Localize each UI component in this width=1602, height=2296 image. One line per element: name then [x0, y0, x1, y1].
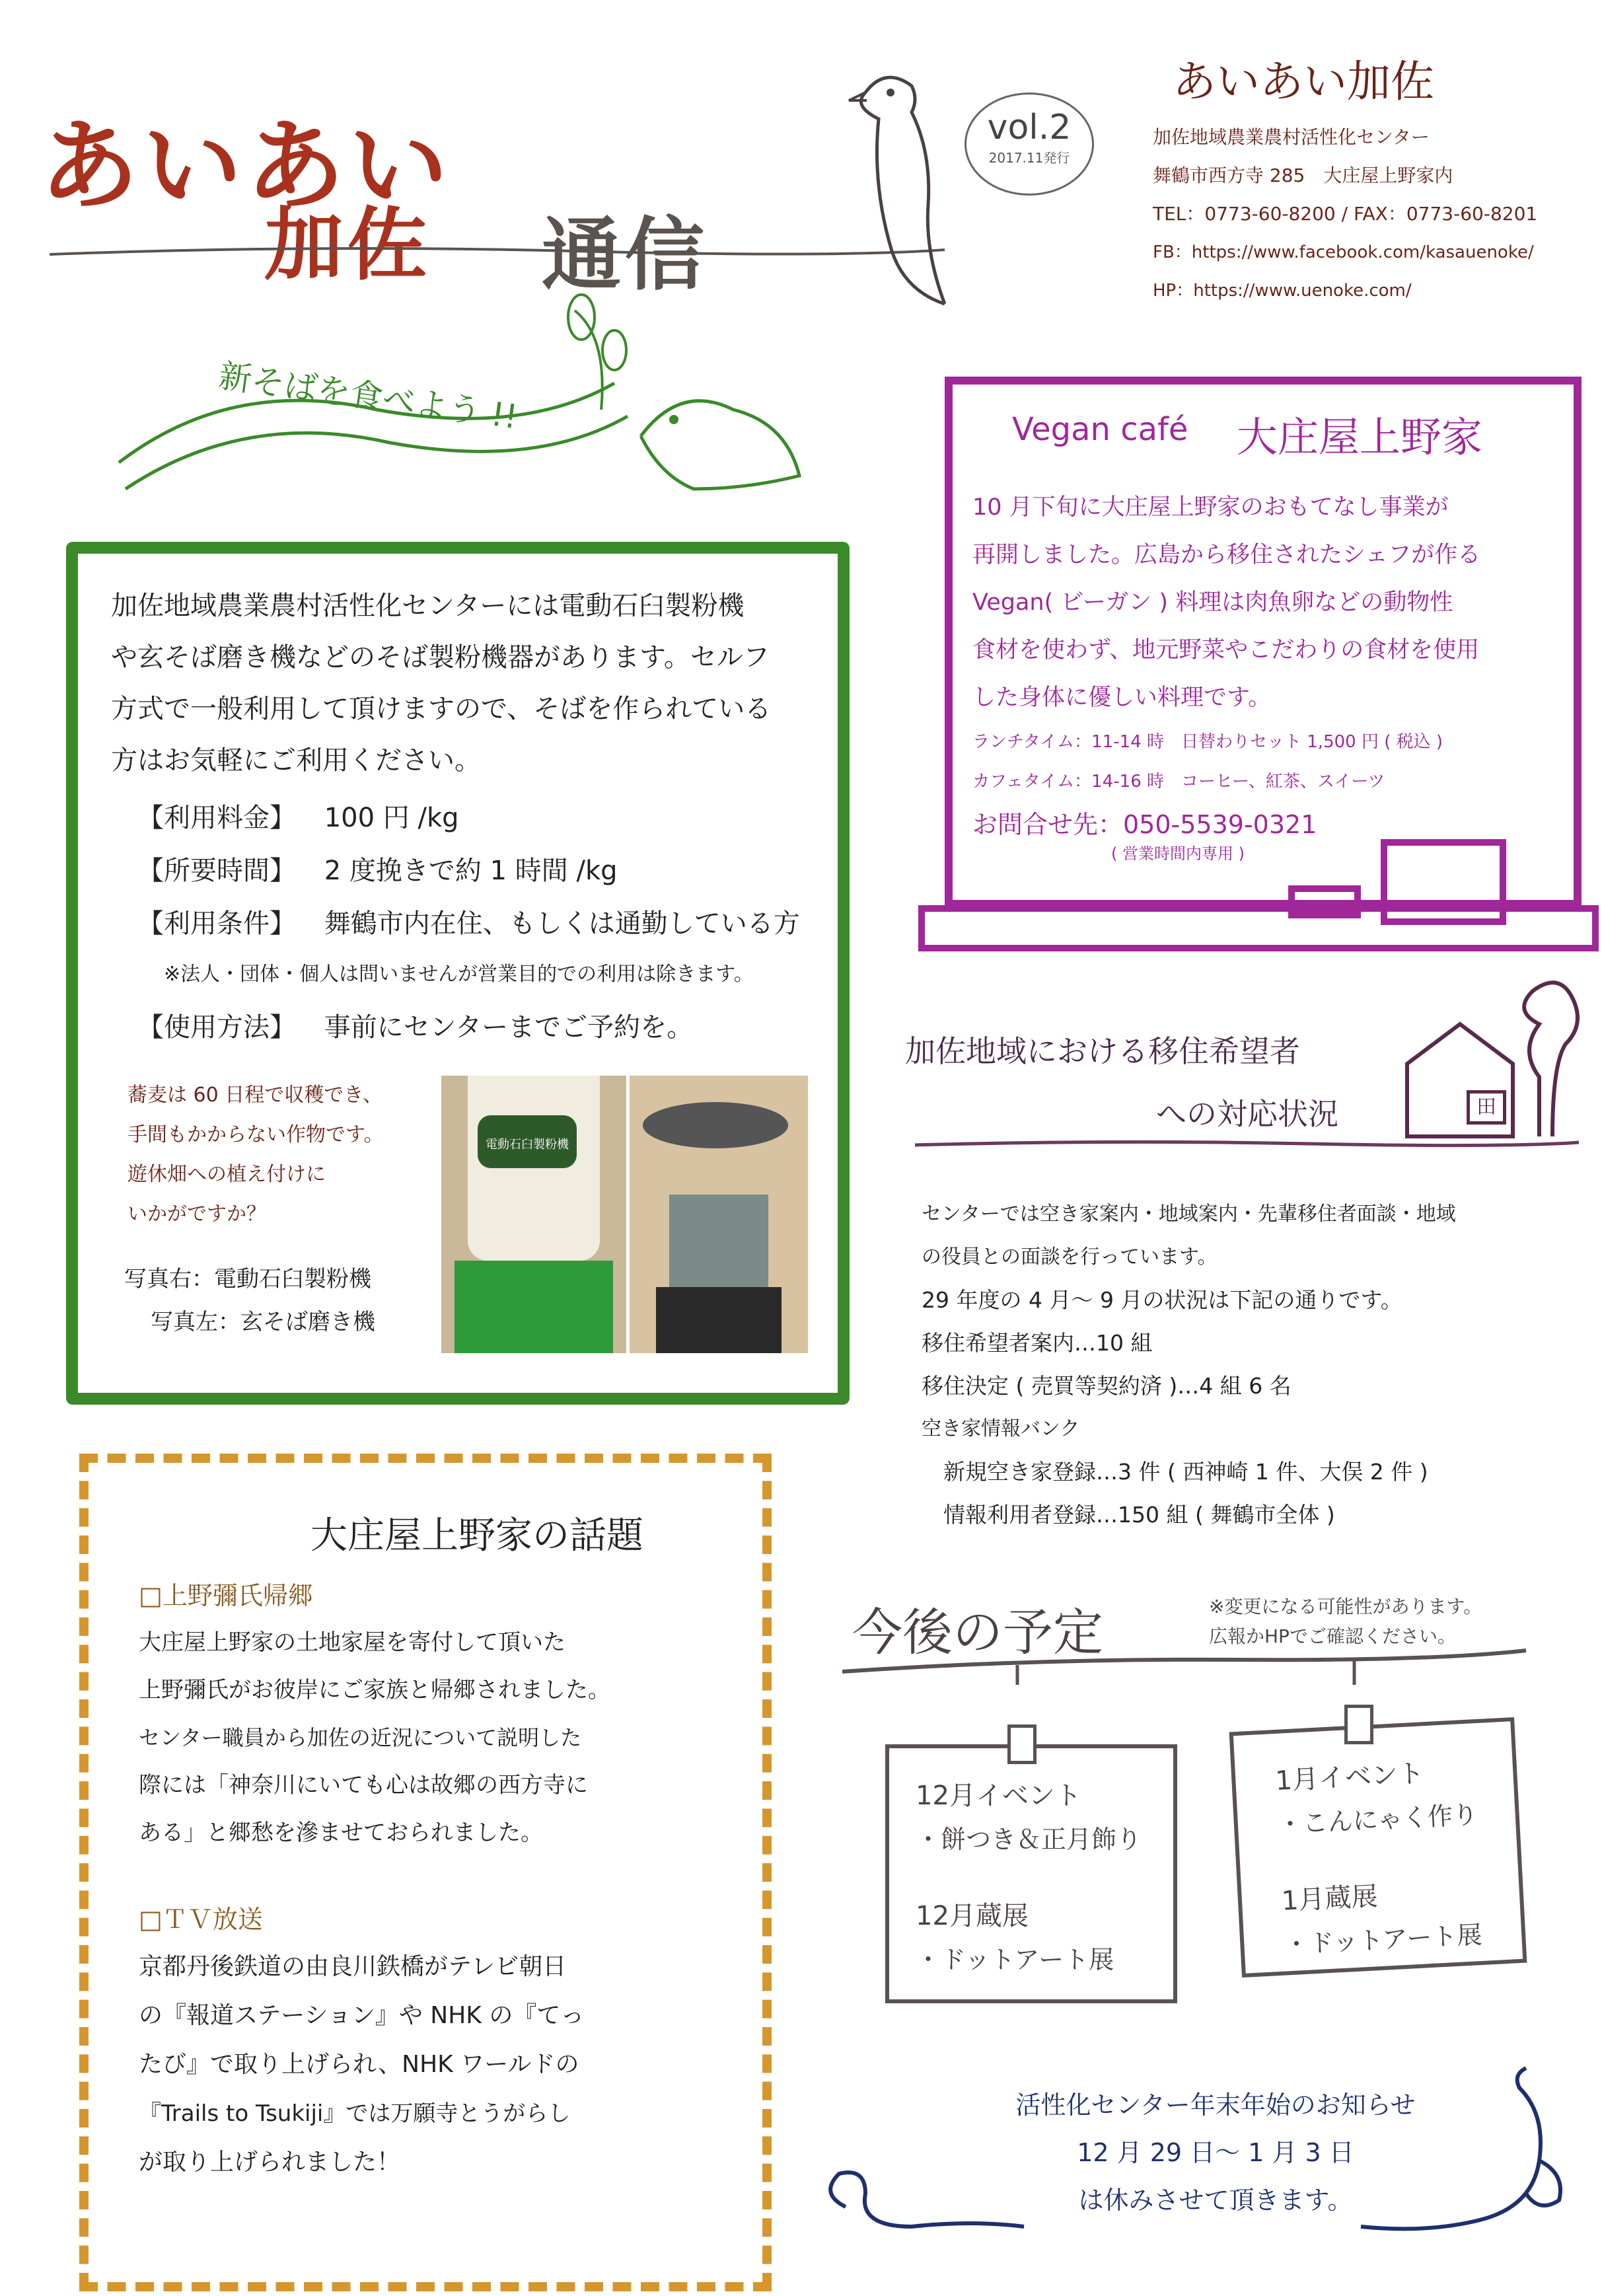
- holiday-line3: は休みさせて頂きます。: [1078, 2186, 1353, 2215]
- topic1-line: 大庄屋上野家の土地家屋を寄付して頂いた: [139, 1629, 565, 1656]
- photo-buckwheat-polisher: [630, 1076, 808, 1353]
- soba-row: [137, 999, 811, 1056]
- soba-banner-text: 新そばを食べよう !!: [216, 356, 521, 437]
- mill-base: [455, 1261, 613, 1353]
- masthead-title-line3: 通信: [542, 209, 708, 301]
- soba-row-value: 100 円 /kg: [324, 803, 459, 833]
- vegan-body: [972, 484, 1554, 722]
- soba-row: [137, 792, 811, 844]
- vegan-contact-note: ( 営業時間内専用 ): [1111, 844, 1245, 863]
- soba-side-text: [127, 1076, 471, 1234]
- soba-intro: [111, 580, 811, 786]
- soba-row-label: 【利用条件】: [137, 908, 296, 939]
- house-window: [1467, 1090, 1506, 1125]
- soba-row: [137, 897, 811, 950]
- topics-content: [139, 1573, 733, 2187]
- card-clip-january: [1344, 1705, 1373, 1744]
- vegan-body-line: 再開しました。広島から移住されたシェフが作る: [972, 542, 1481, 568]
- soba-usage-value: 事前にセンターまでご予約を。: [324, 1012, 694, 1043]
- vegan-contact: お問合せ先：050-5539-0321: [972, 810, 1317, 839]
- mill-label: [478, 1115, 577, 1168]
- vegan-body-line: 10 月下旬に大庄屋上野家のおもてなし事業が: [972, 494, 1449, 521]
- topic2-line: 京都丹後鉄道の由良川鉄橋がテレビ朝日: [139, 1953, 567, 1980]
- soba-intro-line: 方式で一般利用して頂けますので、そばを作られている: [111, 694, 772, 724]
- vegan-title-jp: 大庄屋上野家: [1237, 413, 1483, 461]
- migration-line: センターでは空き家案内・地域案内・先輩移住者面談・地域: [922, 1203, 1456, 1226]
- soba-intro-line: 方はお気軽にご利用ください。: [111, 745, 481, 776]
- soba-row: [137, 844, 811, 897]
- migration-title1: 加佐地域における移住希望者: [905, 1033, 1300, 1069]
- house-tree-illustration: [1387, 971, 1585, 1156]
- schedule-note-1: ※変更になる可能性があります。: [1209, 1596, 1482, 1617]
- holiday-line1: 活性化センター年末年始のお知らせ: [1015, 2091, 1416, 2120]
- org-center-name: 加佐地域農業農村活性化センター: [1153, 126, 1430, 148]
- soba-side-line: 遊休畑への植え付けに: [127, 1163, 326, 1186]
- topic2-line: が取り上げられました！: [139, 2149, 401, 2176]
- card-line: 1月イベント: [1274, 1758, 1425, 1796]
- org-name: あいあい加佐: [1173, 56, 1434, 107]
- mill-body: [468, 1076, 600, 1261]
- vegan-cafe: カフェタイム：14-16 時 コーヒー、紅茶、スイーツ: [972, 772, 1385, 792]
- migration-underline: [912, 1133, 1585, 1153]
- vegan-box: [945, 377, 1582, 908]
- vegan-title-en: Vegan café: [1012, 411, 1188, 448]
- migration-line: 情報利用者登録…150 組 ( 舞鶴市全体 ): [922, 1502, 1335, 1528]
- schedule-title: 今後の予定: [852, 1603, 1103, 1662]
- migration-body: [922, 1193, 1589, 1536]
- migration-line: 新規空き家登録…3 件 ( 西神崎 1 件、大俣 2 件 ): [922, 1459, 1428, 1485]
- soba-row-value: 2 度挽きで約 1 時間 /kg: [324, 856, 618, 886]
- schedule-card-january: [1229, 1717, 1527, 1978]
- card-line: ・ドットアート展: [1283, 1919, 1483, 1960]
- soba-intro-line: 加佐地域農業農村活性化センターには電動石臼製粉機: [111, 591, 745, 621]
- soba-side-line: 蕎麦は 60 日程で収穫でき、: [127, 1084, 383, 1107]
- masthead-title-line2: 加佐: [264, 200, 431, 291]
- topic2-line: 『Trails to Tsukiji』では万願寺とうがらし: [139, 2100, 571, 2127]
- issue-date: 2017.11発行: [988, 150, 1070, 166]
- holiday-line2: 12 月 29 日～ 1 月 3 日: [1077, 2138, 1354, 2167]
- soba-caption-left: 写真左：玄そば磨き機: [151, 1309, 375, 1335]
- topic2-heading: □ＴＶ放送: [139, 1905, 263, 1934]
- soba-box: [66, 542, 850, 1405]
- card-line: 12月イベント: [916, 1781, 1081, 1811]
- card-line: ・餅つき＆正月飾り: [916, 1825, 1142, 1854]
- vegan-body-line: Vegan( ビーガン ) 料理は肉魚卵などの動物性: [972, 589, 1453, 616]
- house-window-glyph: 田: [1476, 1095, 1496, 1119]
- migration-line: の役員との面談を行っています。: [922, 1245, 1218, 1269]
- org-phone: TEL：0773-60-8200 / FAX：0773-60-8201: [1153, 203, 1538, 225]
- soba-side-line: 手間もかからない作物です。: [127, 1123, 384, 1146]
- vegan-shelf-small: [1288, 885, 1361, 918]
- schedule-line: [839, 1645, 1533, 1685]
- soba-row-value: 舞鶴市内在住、もしくは通勤している方: [324, 908, 800, 939]
- topic1-line: 上野彌氏がお彼岸にご家族と帰郷されました。: [139, 1677, 610, 1703]
- migration-line: 29 年度の 4 月～ 9 月の状況は下記の通りです。: [922, 1287, 1402, 1313]
- topic2-line: たび』で取り上げられ、NHK ワールドの: [139, 2051, 579, 2078]
- soba-row-label: 【利用料金】: [137, 803, 296, 833]
- vegan-body-line: 食材を使わず、地元野菜やこだわりの食材を使用: [972, 637, 1480, 663]
- topic1-line: ある」と郷愁を滲ませておられました。: [139, 1820, 543, 1846]
- photo-stone-mill: [441, 1076, 626, 1353]
- card-line: ・こんにゃく作り: [1276, 1800, 1478, 1839]
- bird-illustration: [813, 53, 965, 317]
- schedule-card-december: [885, 1744, 1177, 2003]
- card-clip-december: [1007, 1724, 1037, 1764]
- masthead-title-line1: あいあい: [40, 109, 453, 224]
- soba-details: [137, 792, 811, 1056]
- vegan-shelf-box: [1381, 839, 1506, 925]
- vegan-body-line: した身体に優しい料理です。: [972, 685, 1272, 711]
- migration-line: 移住希望者案内…10 組: [922, 1330, 1153, 1356]
- org-info: [1153, 46, 1589, 310]
- volume-badge: [965, 93, 1094, 196]
- org-homepage-link[interactable]: HP：https://www.uenoke.com/: [1153, 281, 1412, 301]
- topic2-line: の『報道ステーション』や NHK の『てっ: [139, 2002, 585, 2029]
- topic1-line: 際には「神奈川にいても心は故郷の西方寺に: [139, 1772, 588, 1798]
- org-address: 舞鶴市西方寺 285 大庄屋上野家内: [1153, 165, 1453, 186]
- polisher-base: [656, 1287, 782, 1353]
- topics-title: 大庄屋上野家の話題: [310, 1514, 643, 1557]
- holiday-flourish: [806, 2061, 1599, 2279]
- migration-title2: への対応状況: [1156, 1096, 1338, 1132]
- soba-row-label: 【所要時間】: [137, 856, 296, 886]
- topic1-line: センター職員から加佐の近況について説明した: [139, 1725, 582, 1750]
- soba-intro-line: や玄そば磨き機などのそば製粉機器があります。セルフ: [111, 642, 770, 673]
- schedule-note-2: 広報かHPでご確認ください。: [1209, 1625, 1456, 1647]
- soba-caption-right: 写真右：電動石臼製粉機: [124, 1266, 371, 1292]
- soba-note: ※法人・団体・個人は問いませんが営業目的での利用は除きます。: [164, 963, 754, 986]
- volume-number: vol.2: [987, 108, 1072, 147]
- card-line: 1月蔵展: [1280, 1881, 1379, 1917]
- card-line: ・ドットアート展: [916, 1945, 1114, 1974]
- polisher-stone: [669, 1195, 768, 1287]
- soba-side-line: いかがですか？: [127, 1203, 266, 1226]
- polisher-hopper: [643, 1102, 788, 1148]
- vegan-lunch: ランチタイム：11-14 時 日替わりセット 1,500 円 ( 税込 ): [972, 732, 1443, 752]
- card-line: 12月蔵展: [916, 1901, 1029, 1931]
- soba-usage-label: 【使用方法】: [137, 1012, 296, 1043]
- migration-line: 移住決定 ( 売買等契約済 )…4 組 6 名: [922, 1373, 1292, 1399]
- org-facebook-link[interactable]: FB：https://www.facebook.com/kasauenoke/: [1153, 242, 1534, 262]
- topic1-heading: □上野彌氏帰郷: [139, 1581, 313, 1610]
- masthead: [26, 40, 885, 317]
- mill-label-text: 電動石臼製粉機: [486, 1138, 569, 1152]
- migration-line: 空き家情報バンク: [922, 1417, 1080, 1440]
